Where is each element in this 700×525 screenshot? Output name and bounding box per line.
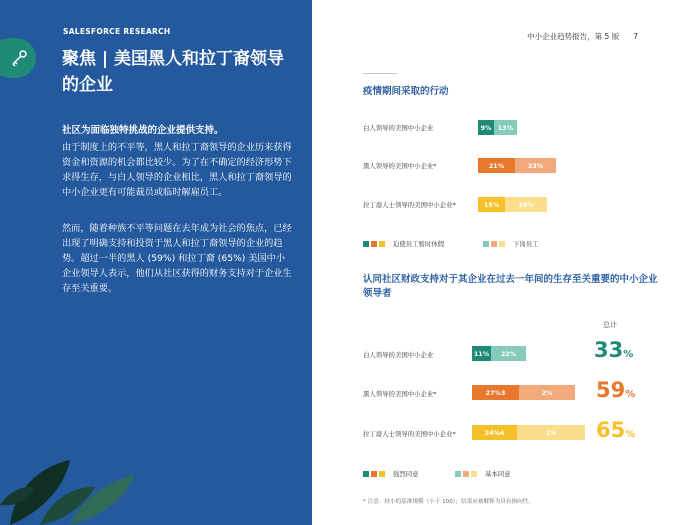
total-number: 33 [594,338,624,362]
chart1-row-label: 拉丁裔人士领导的美国中小企业* [363,201,456,209]
legend-label: 基本同意 [485,470,511,478]
chart1-title: 疫情期间采取的行动 [363,86,449,97]
total-value [594,338,633,362]
chart2-legend-strong [363,469,419,478]
chart2-row-label: 拉丁裔人士领导的美国中小企业* [363,430,456,438]
page-title: 聚焦 | 美国黑人和拉丁裔领导的企业 [62,49,285,95]
legend-label: 迫使员工暂时休假 [393,240,445,248]
chart1-bar-layoff: 24% [505,197,547,212]
legend-swatch [363,241,369,247]
legend-label: 下岗员工 [513,240,539,248]
chart1-bar-furlough: 9% [478,120,494,135]
brand-label: SALESFORCE RESEARCH [63,27,171,36]
report-title: 中小企业趋势报告，第 5 版 [527,32,620,41]
total-percent-sign: % [623,349,634,360]
total-value [596,378,635,402]
body-paragraph-2: 然而，随着种族不平等问题在去年成为社会的焦点，已经出现了明确支持和投资于黑人和拉丁裔领导的企业的趋势。超过一半的黑人 (59%) 和拉丁裔 (65%) 美国中小企业领导人表示，他们从社区获得的财务支持对于企业生存至关重要。 [62,223,292,294]
total-percent-sign: % [625,389,636,400]
legend-swatch [379,471,385,477]
total-header: 总计 [603,321,617,329]
chart1-bar-layoff: 13% [494,120,517,135]
chart2-title: 认同社区财政支持对于其企业在过去一年间的生存至关重要的中小企业领导者 [363,274,658,299]
lead-text: 社区为面临独特挑战的企业提供支持。 [62,125,224,136]
body-paragraph-1: 由于制度上的不平等，黑人和拉丁裔领导的企业历来获得资金和资源的机会都比较少。为了在不确定的经济形势下求得生存，与白人领导的企业相比，黑人和拉丁裔领导的中小企业更有可能裁员或临时解雇员工。 [62,142,292,198]
chart2-row-label: 白人领导的美国中小企业 [363,351,434,359]
chart2-bar-strong: 27%3 [472,385,519,400]
legend-swatch [463,471,469,477]
chart1-bar-latino [478,197,547,212]
chart1-bar-white [478,120,517,135]
chart2-bar-basic: 1% [517,425,585,440]
legend-swatch [499,241,505,247]
key-icon [10,49,28,67]
total-number: 65 [596,418,626,442]
chart2-bar-strong: 24%4 [472,425,517,440]
total-percent-sign: % [625,429,636,440]
report-header [527,31,638,42]
legend-swatch [491,241,497,247]
footnote: * 注意：较小的基准规模（小于 100）；结果应被解释为具有指向性。 [363,499,534,505]
chart1-bar-furlough: 21% [478,158,515,173]
chart1-legend-furlough [363,239,444,248]
chart1-bar-black [478,158,556,173]
total-number: 59 [596,378,626,402]
chart2-bar-black [472,385,575,400]
chart2-bar-basic: 22% [491,346,526,361]
chart2-legend-basic [455,469,511,478]
total-value [596,418,635,442]
chart2-bar-strong: 11% [472,346,491,361]
page-number: 7 [633,32,638,41]
chart2-bar-white [472,346,526,361]
chart1-legend-layoff [483,239,539,248]
legend-swatch [483,241,489,247]
legend-swatch [455,471,461,477]
chart2-bar-latino [472,425,585,440]
chart1-row-label: 黑人领导的美国中小企业* [363,162,437,170]
left-panel [0,0,312,525]
leaf-decoration [0,445,140,525]
legend-swatch [363,471,369,477]
chart1-row-label: 白人领导的美国中小企业 [363,124,434,132]
divider [363,73,397,74]
chart1-bar-layoff: 23% [515,158,556,173]
chart2-row-label: 黑人领导的美国中小企业* [363,390,437,398]
legend-swatch [371,241,377,247]
key-badge [0,38,36,78]
legend-swatch [379,241,385,247]
legend-swatch [371,471,377,477]
legend-label: 强烈同意 [393,470,419,478]
legend-swatch [471,471,477,477]
chart2-bar-basic: 2% [519,385,575,400]
chart1-bar-furlough: 15% [478,197,505,212]
